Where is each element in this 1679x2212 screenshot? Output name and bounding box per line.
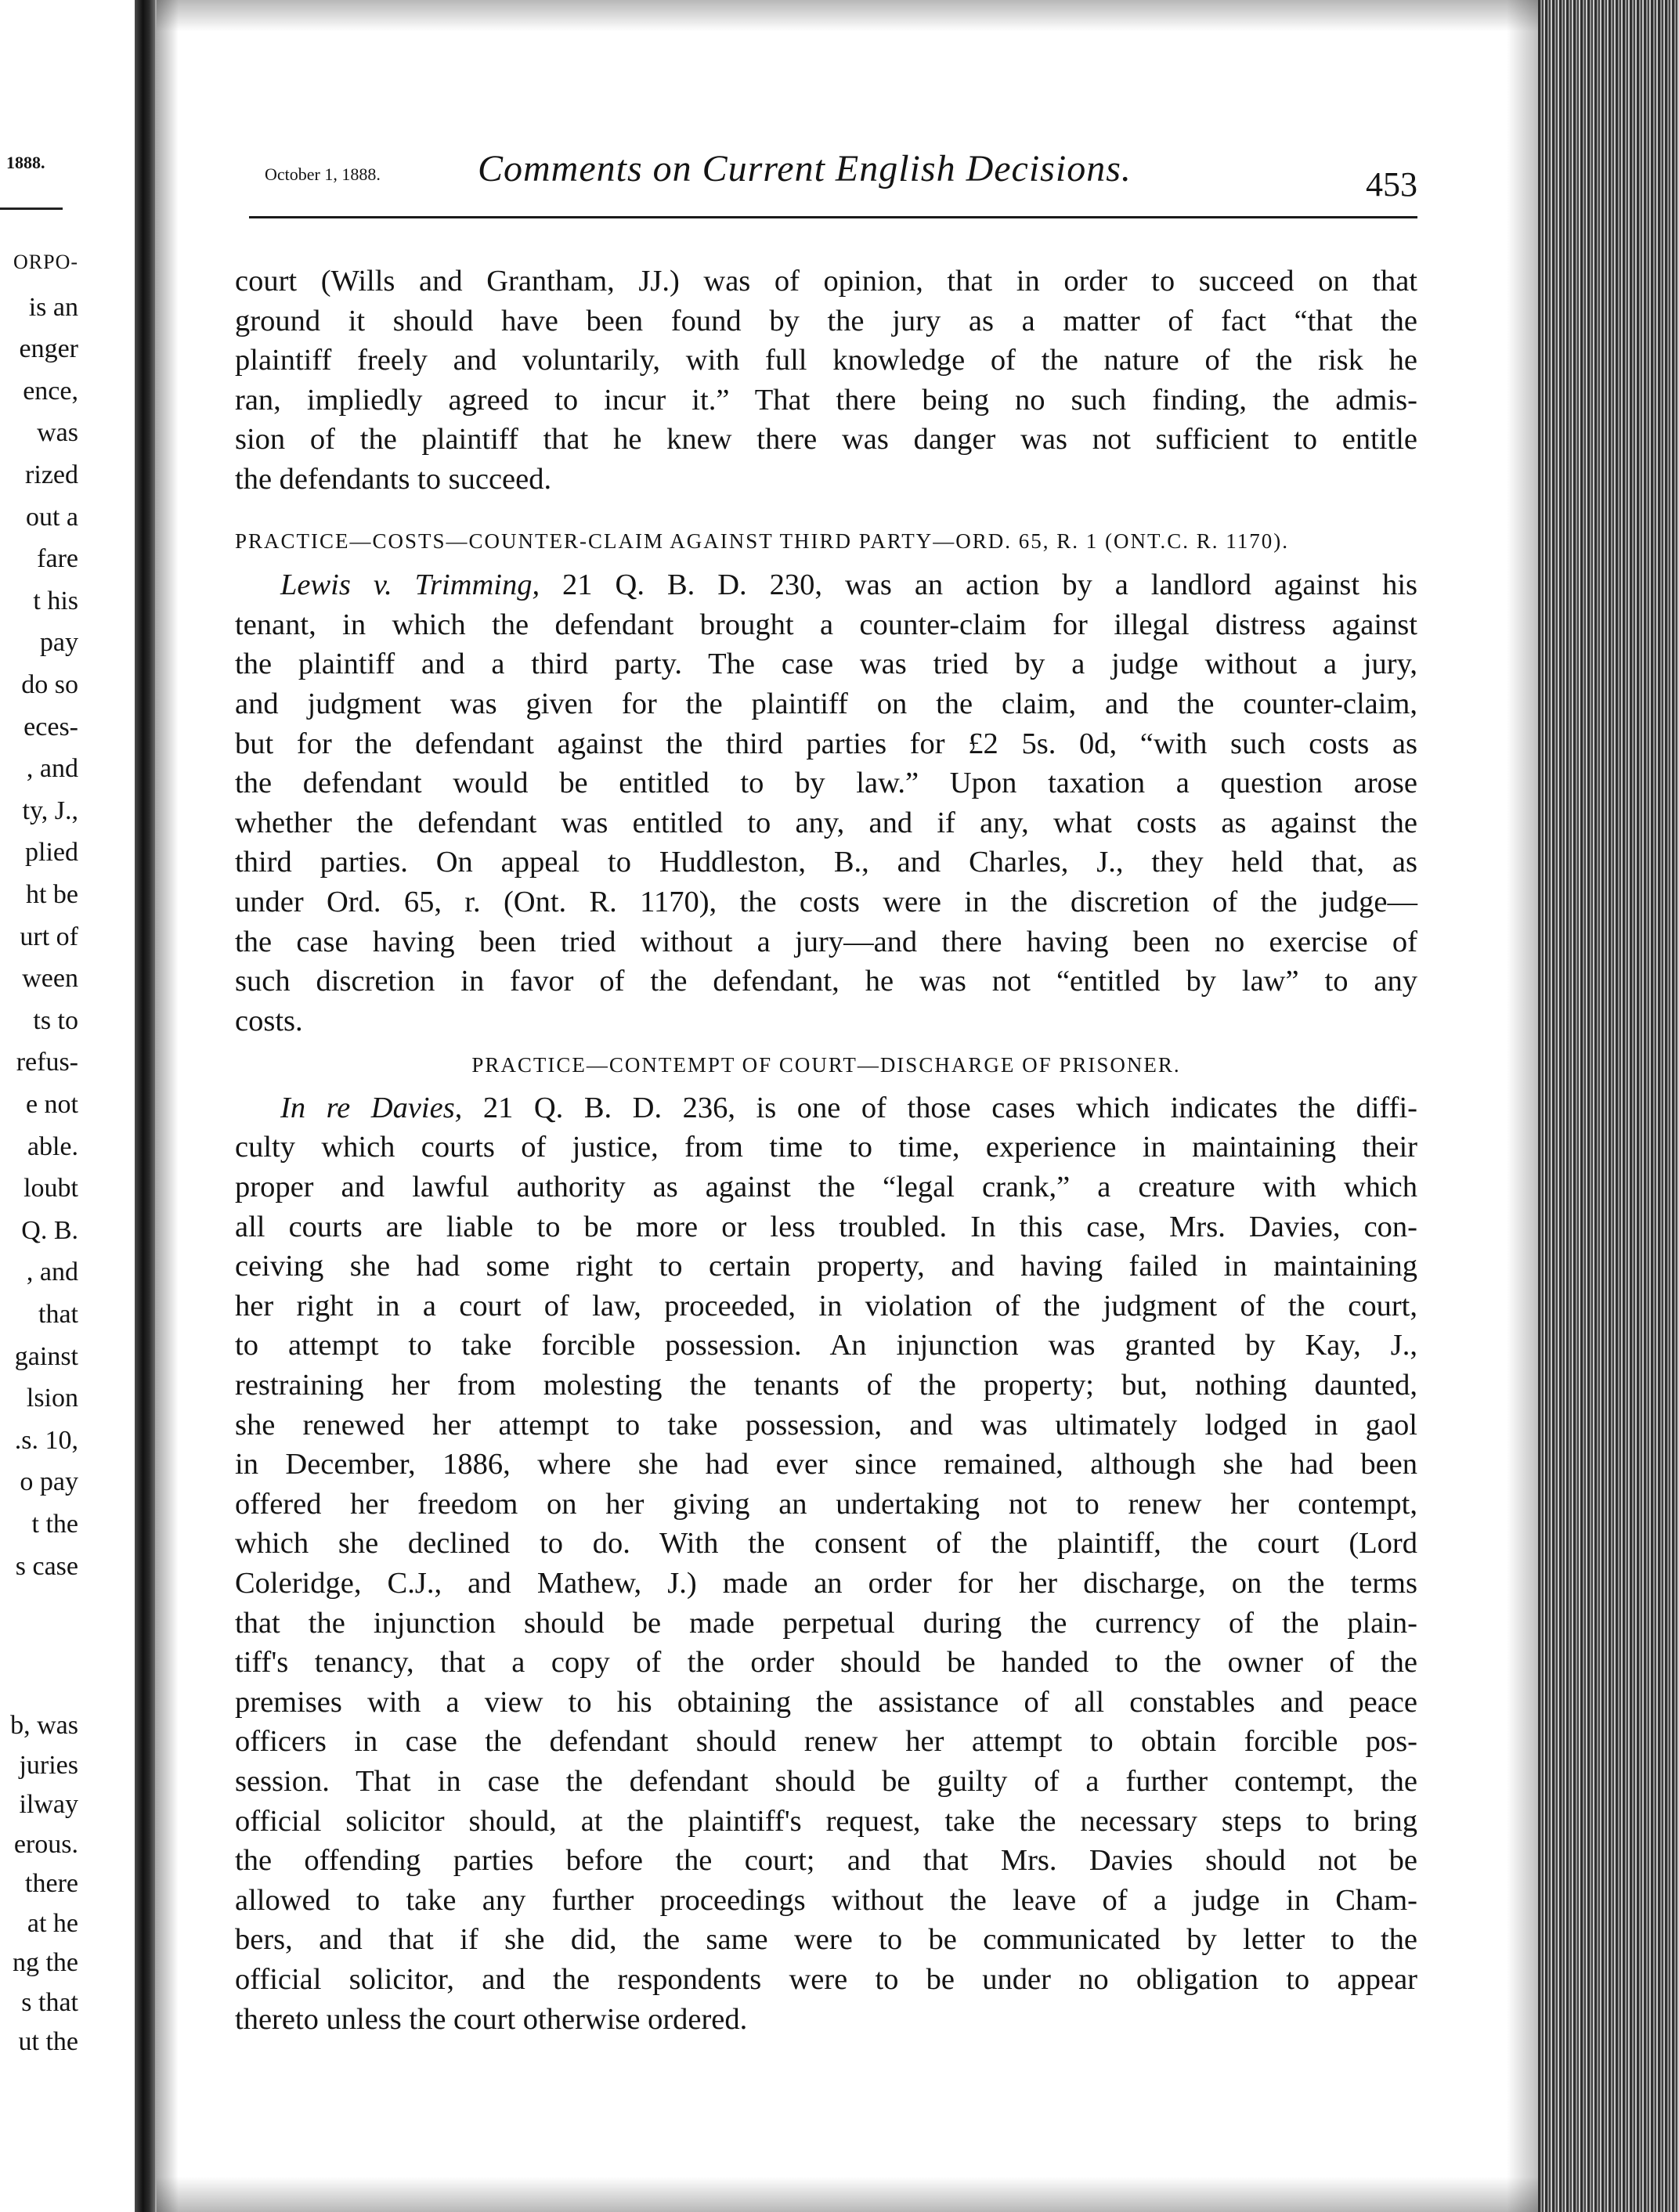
text-line: under Ord. 65, r. (Ont. R. 1170), the costs were in the discretion of the judge— [235,885,1417,918]
previous-page-line: that [38,1300,78,1329]
previous-page-line: ng the [12,1948,78,1977]
previous-page-line: ORPO- [13,251,78,273]
previous-page-line: lsion [26,1384,78,1413]
page-number: 453 [1366,165,1417,204]
previous-page-line: fare [37,544,78,574]
previous-page-line: there [25,1869,78,1898]
text-line: offered her freedom on her giving an undertaking not to renew her contempt, [235,1487,1417,1521]
previous-page-line: ut the [18,2027,78,2056]
document-page [227,141,1417,2036]
previous-page-line: , and [26,1258,78,1287]
page-stack-edge [1538,0,1679,2212]
text-line: that the injunction should be made perpetual during the currency of the plain- [235,1606,1417,1640]
text-line: sion of the plaintiff that he knew there was danger was not sufficient to entitle [235,423,1417,456]
previous-page-line: o pay [20,1467,78,1497]
section-heading-contempt [235,1045,1417,1085]
previous-page-line: do so [21,670,78,699]
heading-text: PRACTICE—COSTS—COUNTER-CLAIM AGAINST THIRD PARTY—ORD. 65, R. 1 (ONT.C. R. 1170). [235,529,1289,553]
text-line: the plaintiff and a third party. The case was tried by a judge without a jury, [235,648,1417,681]
previous-page-line: rized [25,460,78,489]
text-line: but for the defendant against the third parties for £2 5s. 0d, “with such costs as [235,727,1417,760]
text-line: culty which courts of justice, from time to time, experience in maintaining their [235,1131,1417,1164]
text-line: plaintiff freely and voluntarily, with full knowledge of the nature of the risk he [235,344,1417,377]
text-line: ground it should have been found by the jury as a matter of fact “that the [235,304,1417,337]
paragraph-in-re-davies [235,1088,1417,2039]
previous-page-line: ts to [33,1005,78,1035]
text-line: costs. [235,1004,303,1037]
text-line: proper and lawful authority as against the “legal crank,” a creature with which [235,1171,1417,1204]
previous-page-line: , and [26,754,78,784]
bottom-page-shadow [157,2177,1538,2212]
paragraph-first-line [235,565,1417,605]
text-line: allowed to take any further proceedings without the leave of a judge in Cham- [235,1883,1417,1917]
paragraph-first-line [235,1088,1417,1128]
previous-page-line: .s. 10, [14,1425,78,1455]
previous-page-line: loubt [23,1174,78,1203]
top-page-shadow [157,0,1538,31]
gutter-shadow [155,0,179,2212]
previous-page-line: s that [21,1987,78,2017]
previous-page-line: refus- [16,1048,78,1077]
text-line: she renewed her attempt to take possession, and was ultimately lodged in gaol [235,1408,1417,1442]
text-line: official solicitor should, at the plaintiff's request, take the necessary steps to bring [235,1804,1417,1838]
previous-page-line: b, was [10,1711,78,1740]
paragraph-continuation [235,262,1417,500]
previous-page-line: ht be [25,880,78,909]
text-line: court (Wills and Grantham, JJ.) was of opinion, that in order to succeed on that [235,265,1417,298]
previous-page-line: s case [15,1551,78,1581]
text-line: officers in case the defendant should renew her attempt to obtain forcible pos- [235,1725,1417,1759]
previous-page-line: ty, J., [22,796,78,825]
text-line: the defendants to succeed. [235,462,552,496]
previous-page-line: eces- [23,712,78,742]
case-name: In re Davies, [280,1091,463,1124]
first-line-text: 21 Q. B. D. 230, was an action by a landlord against his [540,568,1417,602]
case-name: Lewis v. Trimming, [280,568,540,602]
first-line-text: 21 Q. B. D. 236, is one of those cases which indicates the diffi- [462,1091,1417,1124]
text-line: ran, impliedly agreed to incur it.” That there being no such finding, the admis- [235,383,1417,417]
text-line: bers, and that if she did, the same were to be communicated by letter to the [235,1923,1417,1957]
text-line: to attempt to take forcible possession. An injunction was granted by Kay, J., [235,1329,1417,1362]
text-line: her right in a court of law, proceeded, in violation of the judgment of the court, [235,1289,1417,1323]
header-date: October 1, 1888. [265,164,381,184]
running-header [227,141,1417,219]
text-line: the offending parties before the court; and that Mrs. Davies should not be [235,1844,1417,1878]
previous-page-line: t his [33,586,78,615]
previous-page-line: plied [25,838,78,868]
previous-page-line: Q. B. [21,1215,78,1245]
book-gutter [135,0,155,2212]
previous-page-line: out a [25,502,78,532]
previous-page-line: erous. [13,1829,78,1859]
text-line: which she declined to do. With the consent of the plaintiff, the court (Lord [235,1527,1417,1561]
text-line: and judgment was given for the plaintiff on the claim, and the counter-claim, [235,687,1417,720]
text-line: all courts are liable to be more or less troubled. In this case, Mrs. Davies, con- [235,1210,1417,1243]
header-rule [249,216,1417,218]
text-line: official solicitor, and the respondents were to be under no obligation to appear [235,1962,1417,1996]
paragraph-lewis-v-trimming [235,565,1417,1041]
text-line: tiff's tenancy, that a copy of the order should be handed to the owner of the [235,1646,1417,1680]
previous-page-line: able. [27,1131,78,1161]
previous-page-line: at he [27,1908,78,1938]
previous-page-line: e not [25,1090,78,1119]
previous-page-line: was [37,418,78,448]
previous-page-line: urt of [20,922,78,951]
previous-page-rule [0,207,63,210]
previous-page-line: pay [39,628,78,658]
previous-page-line: ence, [23,376,78,406]
text-line: whether the defendant was entitled to any, and if any, what costs as against the [235,806,1417,839]
text-line: ceiving she had some right to certain property, and having failed in maintaining [235,1250,1417,1283]
previous-page-year: 1888. [6,153,45,172]
text-line: restraining her from molesting the tenants of the property; but, nothing daunted, [235,1369,1417,1402]
text-line: in December, 1886, where she had ever since remained, although she had been [235,1448,1417,1481]
right-edge-shadow [1507,0,1538,2212]
previous-page-line: enger [19,334,78,364]
previous-page-line: t the [31,1510,78,1539]
text-line: third parties. On appeal to Huddleston, B., and Charles, J., they held that, as [235,846,1417,879]
previous-page-line: ween [22,964,78,994]
article-body [235,262,1417,2039]
text-line: the case having been tried without a jury—and there having been no exercise of [235,925,1417,958]
previous-page-line: ilway [19,1790,78,1819]
previous-page-line: juries [19,1750,78,1780]
heading-text: PRACTICE—CONTEMPT OF COURT—DISCHARGE OF PRISONER. [471,1053,1181,1077]
text-line: the defendant would be entitled to by law.” Upon taxation a question arose [235,767,1417,800]
header-title: Comments on Current English Decisions. [478,148,1132,189]
text-line: session. That in case the defendant should be guilty of a further contempt, the [235,1764,1417,1798]
text-line: thereto unless the court otherwise ordered. [235,2002,748,2036]
previous-page-text [0,0,133,2212]
text-line: Coleridge, C.J., and Mathew, J.) made an order for her discharge, on the terms [235,1567,1417,1600]
text-line: premises with a view to his obtaining the assistance of all constables and peace [235,1685,1417,1719]
previous-page-line: gainst [14,1341,78,1371]
section-heading-costs [235,521,1417,561]
text-line: such discretion in favor of the defendant, he was not “entitled by law” to any [235,965,1417,998]
previous-page-line: is an [28,292,78,322]
text-line: tenant, in which the defendant brought a counter-claim for illegal distress against [235,608,1417,641]
